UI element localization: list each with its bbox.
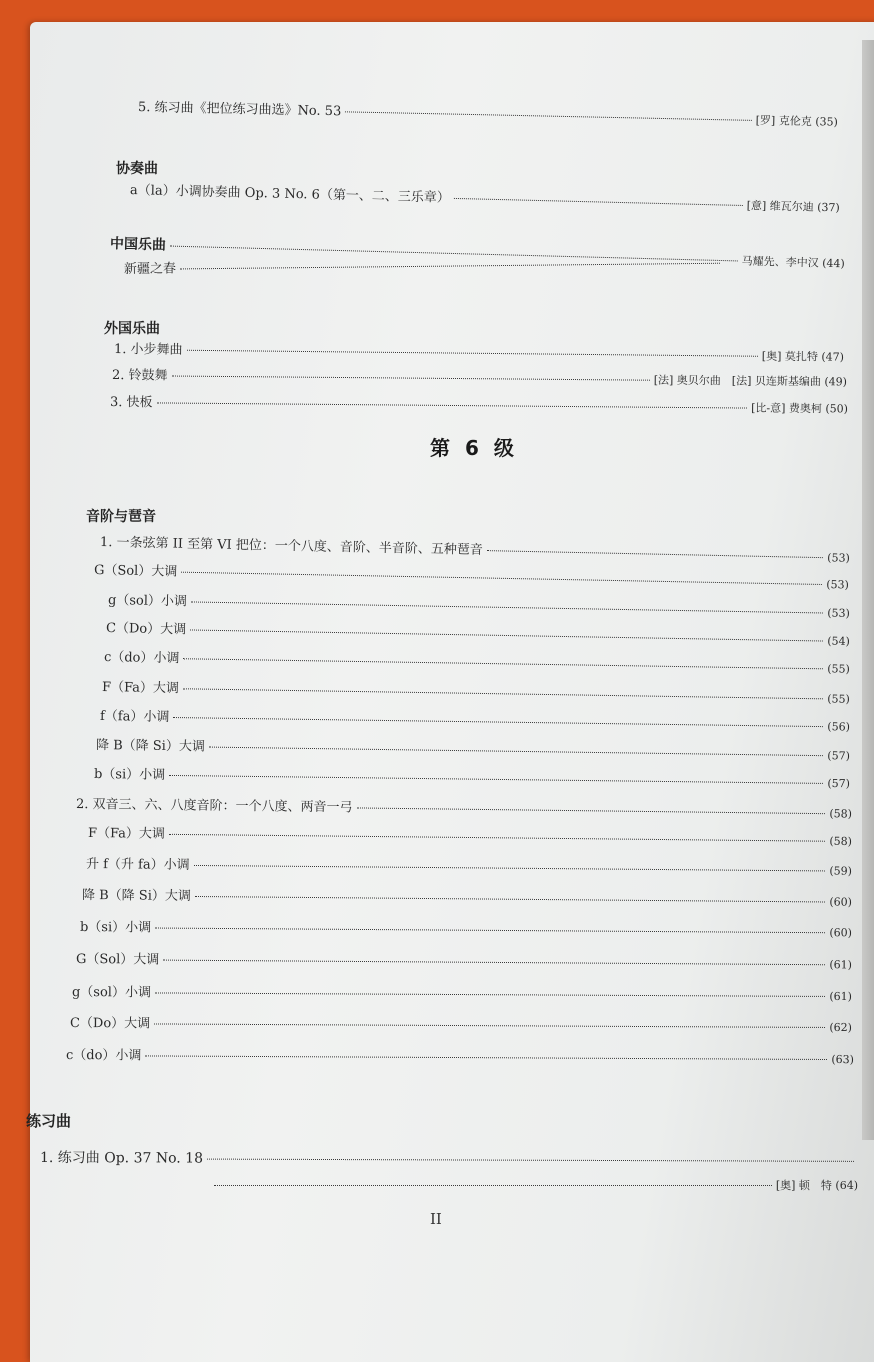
toc-entry-label: 降 B（降 Si）大调	[95, 738, 205, 755]
toc-entry-label: F（Fa）大调	[87, 826, 166, 842]
toc-entry-page: (58)	[829, 807, 853, 821]
toc-entry-label: G（Sol）大调	[75, 952, 160, 968]
toc-entry-composer-page: [罗] 克伦克 (35)	[755, 113, 838, 129]
book-spine	[862, 40, 874, 1140]
toc-entry-label: g（sol）小调	[107, 593, 188, 610]
toc-entry-page: (61)	[829, 958, 853, 972]
toc-entry-label: 1. 一条弦第 II 至第 VI 把位：一个八度、音阶、半音阶、五种琶音	[99, 535, 483, 559]
toc-entry-composer-page: [比-意] 费奥柯 (50)	[751, 401, 849, 416]
toc-entry-continuation	[210, 1178, 858, 1194]
dot-leader	[172, 376, 650, 381]
toc-entry-label: 降 B（降 Si）大调	[81, 888, 191, 904]
page-number: II	[430, 1210, 442, 1228]
toc-entry-composer-page: [奥] 莫扎特 (47)	[761, 349, 845, 364]
toc-entry-label: 1. 小步舞曲	[113, 342, 183, 358]
toc-entry-page: (58)	[829, 834, 853, 849]
dot-leader	[195, 896, 826, 903]
toc-entry-label: 升 f（升 fa）小调	[85, 857, 190, 873]
dot-leader	[187, 350, 758, 357]
dot-leader	[209, 747, 823, 757]
toc-entry-page: (60)	[829, 895, 853, 909]
dot-leader	[191, 601, 823, 613]
toc-entry-label: g（sol）小调	[71, 985, 152, 1001]
section-heading-scales: 音阶与琶音	[86, 509, 156, 525]
toc-entry-page: (53)	[827, 551, 850, 565]
section-heading-concerto: 协奏曲	[116, 161, 158, 177]
section-heading-foreign: 外国乐曲	[104, 321, 160, 337]
dot-leader	[214, 1185, 772, 1186]
toc-entry-label: f（fa）小调	[99, 709, 170, 725]
toc-entry-page: (55)	[827, 662, 851, 676]
toc-entry-composer-page: [意] 维瓦尔迪 (37)	[746, 199, 840, 215]
dot-leader	[169, 775, 823, 784]
dot-leader	[155, 992, 825, 997]
dot-leader	[357, 807, 826, 814]
toc-entry-page: (53)	[827, 606, 851, 620]
toc-entry-label: c（do）小调	[103, 650, 180, 667]
toc-entry-page: (61)	[829, 989, 853, 1004]
toc-entry-page: (56)	[827, 720, 851, 734]
section-heading-chinese: 中国乐曲	[109, 236, 167, 254]
toc-entry-label: b（si）小调	[93, 767, 166, 783]
section-heading-etudes: 练习曲	[26, 1112, 72, 1130]
toc-entry-label: C（Do）大调	[69, 1016, 151, 1032]
toc-entry-composer-page: 马耀先、李中汉 (44)	[741, 254, 845, 271]
toc-entry-page: (55)	[827, 692, 851, 706]
toc-entry-page: (54)	[827, 634, 851, 648]
toc-entry-label: 新疆之春	[123, 261, 177, 277]
toc-entry-label: c（do）小调	[65, 1048, 142, 1064]
dot-leader	[157, 402, 748, 408]
toc-entry-label: 2. 双音三、六、八度音阶：一个八度、两音一弓	[75, 797, 353, 816]
toc-entry-label: 2. 铃鼓舞	[111, 368, 168, 384]
toc-entry-page: (63)	[831, 1053, 855, 1067]
dot-leader	[207, 1159, 854, 1162]
dot-leader	[183, 658, 823, 669]
dot-leader	[487, 550, 823, 558]
dot-leader	[155, 928, 825, 934]
dot-leader	[180, 263, 720, 270]
toc-entry-page: (59)	[829, 864, 853, 878]
dot-leader	[183, 688, 823, 699]
toc-entry-label: b（si）小调	[79, 920, 152, 936]
toc-entry-composer-page: [法] 奥贝尔曲 [法] 贝连斯基编曲 (49)	[653, 373, 848, 389]
toc-entry	[40, 1150, 858, 1169]
toc-entry-page: (60)	[829, 926, 853, 940]
toc-entry-composer-page: [奥] 顿 特 (64)	[775, 1179, 858, 1192]
toc-entry-label: G（Sol）大调	[93, 563, 178, 580]
dot-leader	[194, 865, 826, 872]
dot-leader	[145, 1055, 827, 1060]
toc-entry-label: F（Fa）大调	[101, 680, 180, 697]
toc-entry-label: 1. 练习曲 Op. 37 No. 18	[39, 1150, 204, 1167]
dot-leader	[163, 960, 825, 966]
dot-leader	[173, 717, 823, 727]
toc-entry-label: 3. 快板	[109, 395, 153, 411]
dot-leader	[154, 1023, 825, 1028]
toc-entry-page: (57)	[827, 749, 851, 763]
toc-entry-page: (57)	[827, 776, 851, 791]
toc-entry-label: a（la）小调协奏曲 Op. 3 No. 6（第一、二、三乐章）	[129, 183, 451, 206]
toc-entry-label: C（Do）大调	[105, 621, 187, 638]
dot-leader	[190, 629, 823, 641]
toc-entry-page: (53)	[826, 578, 849, 592]
dot-leader	[169, 834, 825, 842]
toc-entry-label: 5. 练习曲《把位练习曲选》No. 53	[137, 100, 342, 120]
dot-leader	[345, 111, 751, 121]
dot-leader	[454, 198, 743, 206]
toc-entry-page: (62)	[829, 1020, 853, 1035]
level-heading: 第 6 级	[430, 436, 518, 460]
